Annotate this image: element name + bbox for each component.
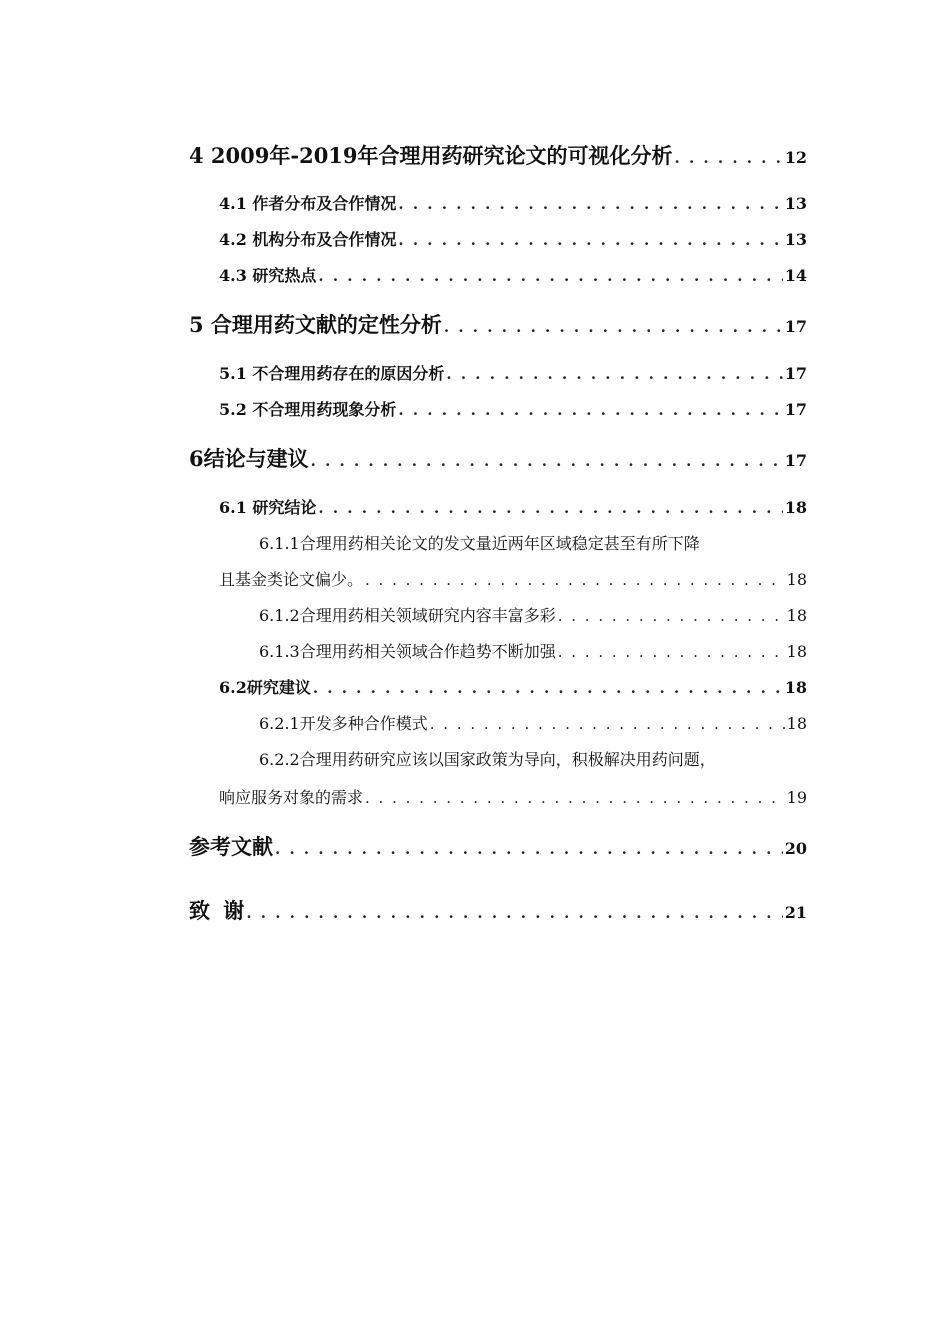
toc-entry-6-1-3[interactable] (259, 639, 807, 662)
toc-entry-label: 4 2009年-2019年合理用药研究论文的可视化分析 (189, 143, 673, 168)
toc-entry-page: 17 (784, 317, 807, 336)
dot-leader (675, 149, 783, 167)
toc-entry-page: 13 (784, 194, 807, 213)
toc-entry-4-3[interactable] (219, 263, 807, 286)
dot-leader (398, 195, 782, 213)
toc-entry-page: 18 (786, 570, 807, 589)
dot-leader (398, 401, 782, 419)
dot-leader (365, 571, 785, 589)
toc-entry-6-2-1[interactable] (259, 711, 807, 734)
toc-entry-4-1[interactable] (219, 191, 807, 214)
toc-entry-6-2-2[interactable] (219, 785, 807, 808)
dot-leader (430, 715, 785, 733)
dot-leader (275, 840, 783, 858)
toc-entry-label: 6.1 研究结论 (219, 498, 317, 517)
toc-entry-acknowledgements[interactable] (189, 895, 807, 925)
toc-entry-6-1-1-line1[interactable]: 6.1.1合理用药相关论文的发文量近两年区域稳定甚至有所下降 (259, 534, 700, 553)
toc-entry-page: 18 (786, 642, 807, 661)
toc-entry-label: 6.1.3合理用药相关领域合作趋势不断加强 (259, 642, 556, 661)
dot-leader (558, 607, 785, 625)
dot-leader (318, 499, 782, 517)
toc-entry-label: 4.2 机构分布及合作情况 (219, 230, 397, 249)
toc-entry-page: 17 (784, 451, 807, 470)
toc-entry-label: 6.2研究建议 (219, 678, 311, 697)
toc-entry-page: 13 (784, 230, 807, 249)
toc-entry-page: 21 (784, 903, 807, 922)
toc-entry-references[interactable] (189, 831, 807, 861)
toc-entry-6-1-2[interactable] (259, 603, 807, 626)
dot-leader (444, 318, 783, 336)
toc-entry-label: 6.1.2合理用药相关领域研究内容丰富多彩 (259, 606, 556, 625)
toc-entry-label: 响应服务对象的需求 (219, 788, 364, 807)
toc-entry-label: 4.3 研究热点 (219, 266, 317, 285)
toc-entry-6-1-1[interactable] (219, 567, 807, 590)
toc-entry-label: 4.1 作者分布及合作情况 (219, 194, 397, 213)
toc-entry-page: 14 (784, 266, 807, 285)
toc-entry-label: 6.2.1开发多种合作模式 (259, 714, 428, 733)
toc-entry-6-2-2-line1[interactable]: 6.2.2合理用药研究应该以国家政策为导向，积极解决用药问题， (259, 750, 716, 769)
dot-leader (311, 452, 783, 470)
toc-entry-chapter-6[interactable] (189, 443, 807, 473)
toc-entry-page: 20 (784, 839, 807, 858)
toc-entry-page: 17 (784, 364, 807, 383)
dot-leader (318, 267, 782, 285)
dot-leader (398, 231, 782, 249)
toc-entry-page: 17 (784, 400, 807, 419)
toc-entry-chapter-4[interactable] (189, 140, 807, 170)
toc-entry-page: 12 (784, 148, 807, 167)
dot-leader (246, 904, 782, 922)
toc-entry-chapter-5[interactable] (189, 309, 807, 339)
toc-entry-label: 参考文献 (189, 834, 273, 859)
toc-entry-label: 5.1 不合理用药存在的原因分析 (219, 364, 445, 383)
toc-entry-page: 18 (784, 678, 807, 697)
toc-entry-label: 5.2 不合理用药现象分析 (219, 400, 397, 419)
dot-leader (558, 643, 785, 661)
dot-leader (313, 679, 783, 697)
toc-entry-6-1[interactable] (219, 495, 807, 518)
dot-leader (446, 365, 782, 383)
toc-entry-label: 且基金类论文偏少。 (219, 570, 364, 589)
toc-entry-5-1[interactable] (219, 361, 807, 384)
toc-entry-page: 18 (786, 606, 807, 625)
dot-leader (365, 789, 785, 807)
toc-entry-label: 致 谢 (189, 898, 245, 923)
toc-entry-page: 19 (786, 788, 807, 807)
toc-entry-5-2[interactable] (219, 397, 807, 420)
toc-entry-page: 18 (784, 498, 807, 517)
toc-entry-label: 6结论与建议 (189, 446, 309, 471)
toc-entry-page: 18 (786, 714, 807, 733)
toc-entry-label: 5 合理用药文献的定性分析 (189, 312, 442, 337)
toc-entry-6-2[interactable] (219, 675, 807, 698)
toc-entry-4-2[interactable] (219, 227, 807, 250)
